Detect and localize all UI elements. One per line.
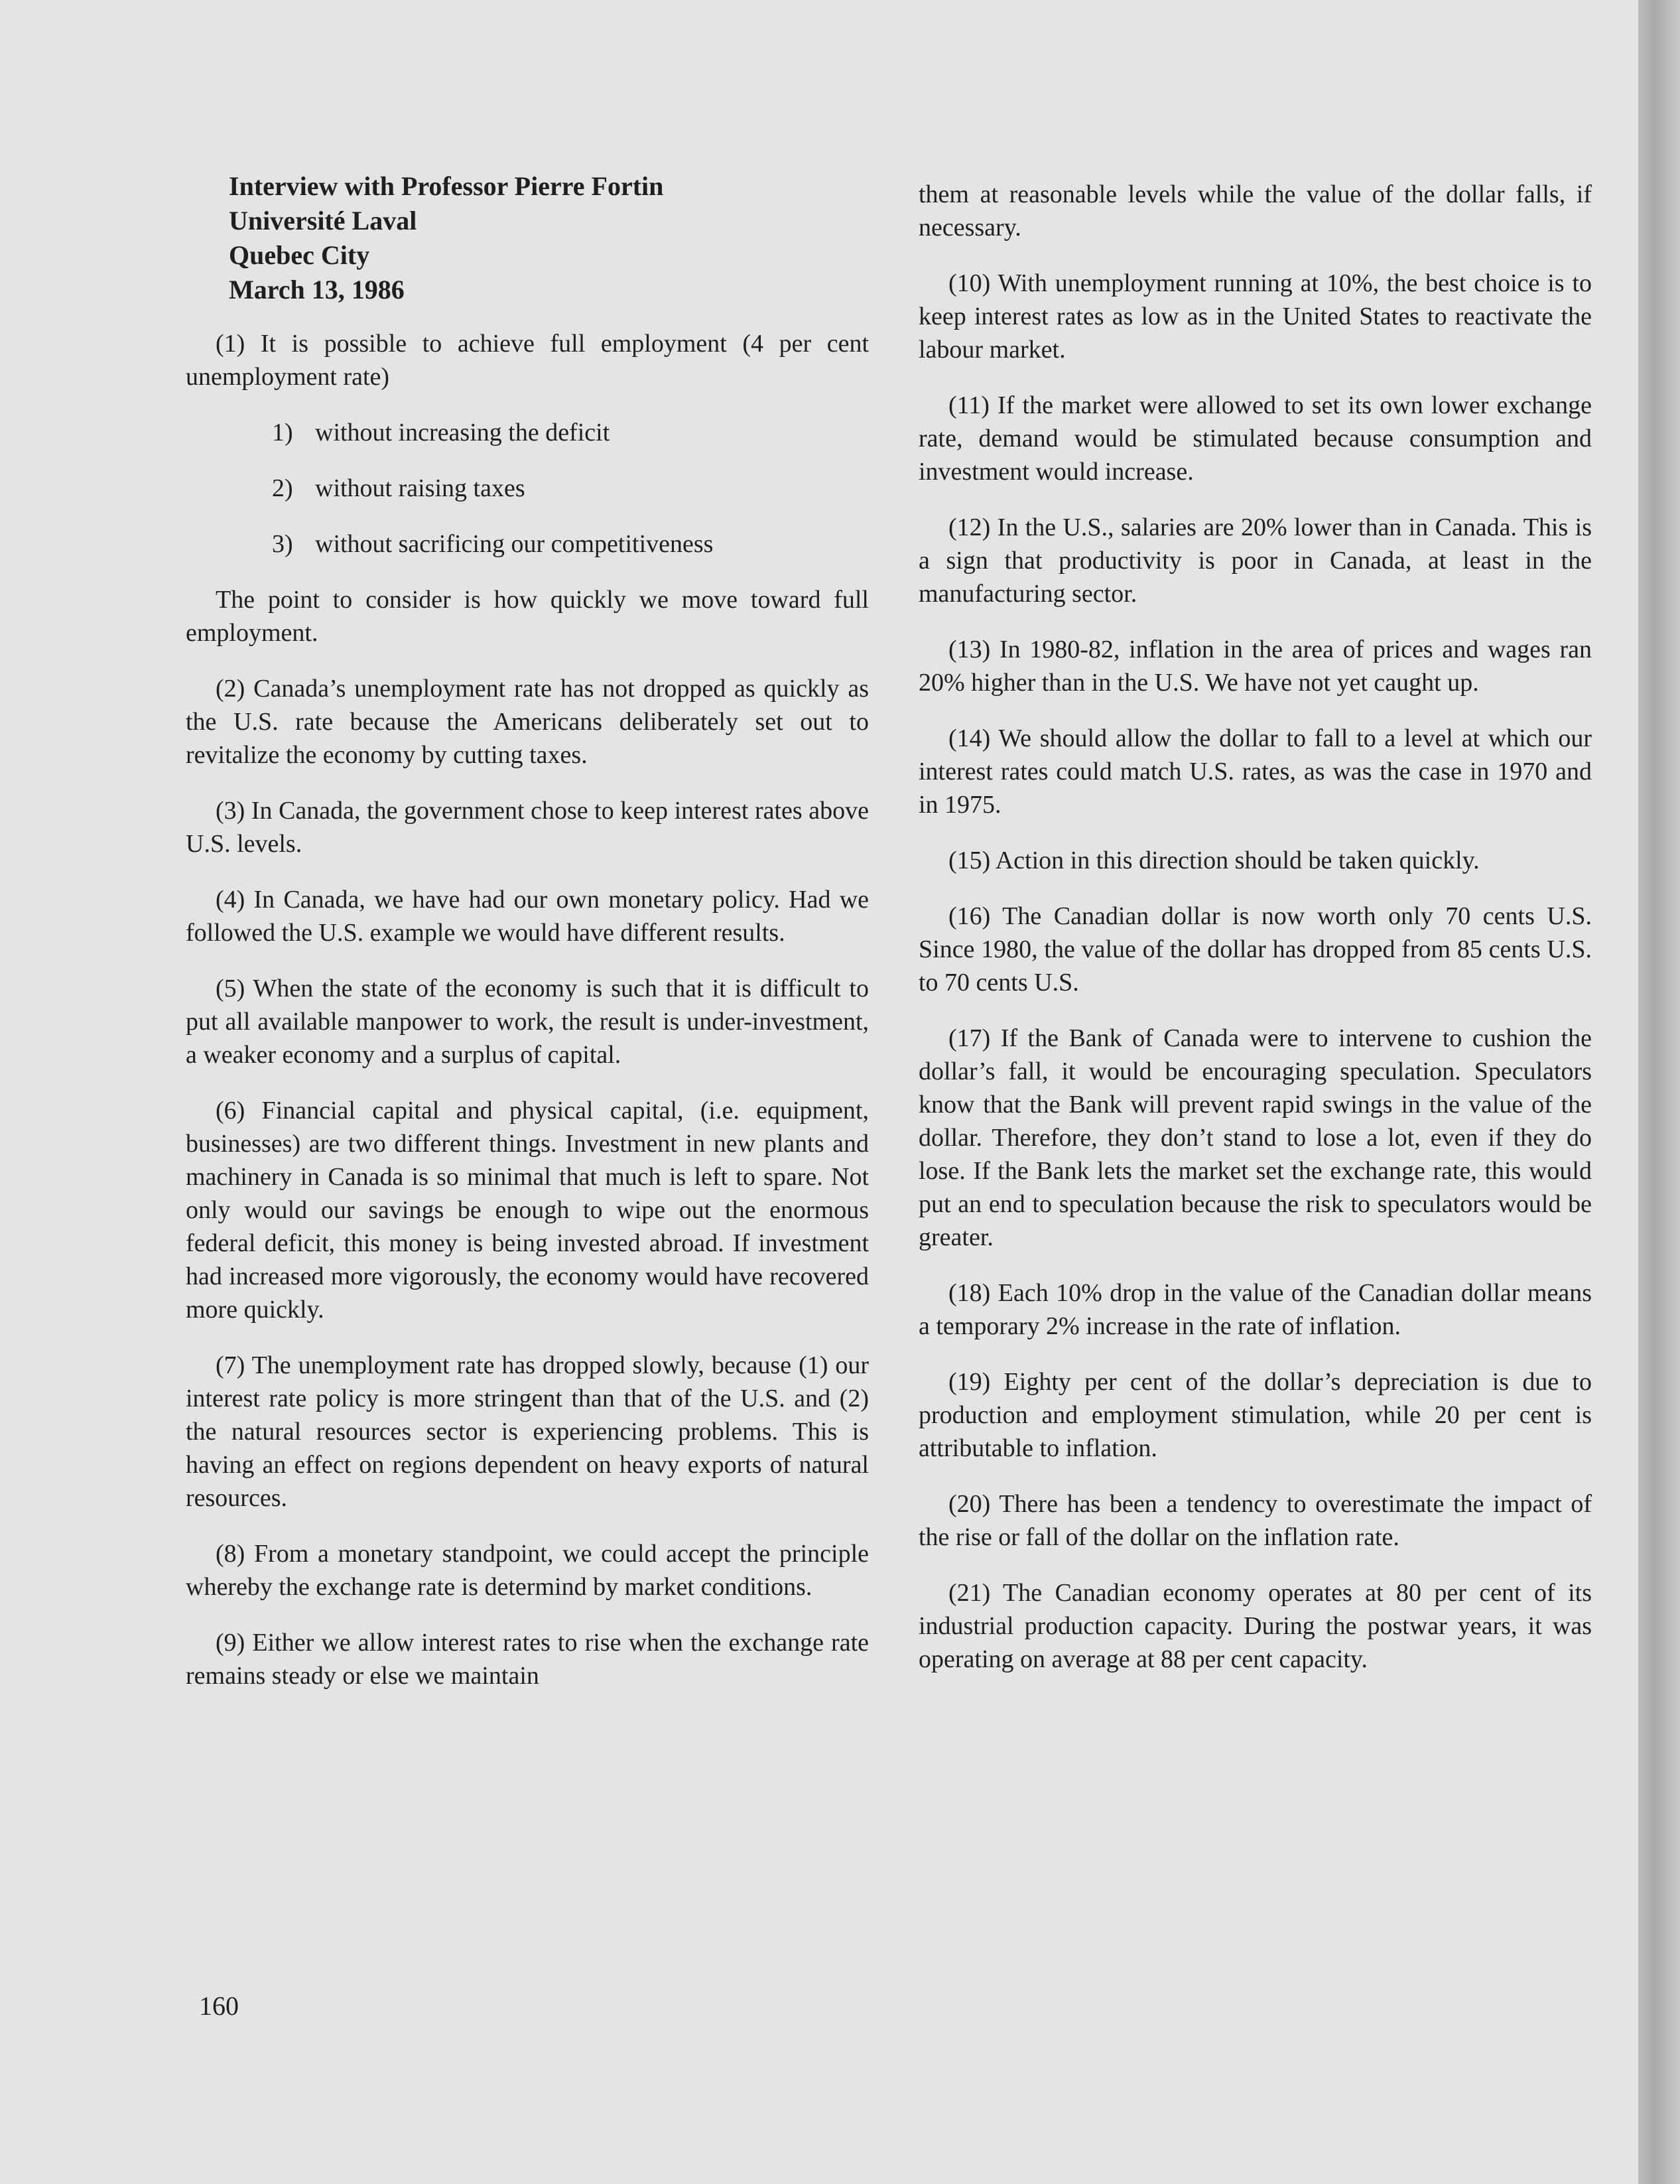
header-date: March 13, 1986: [229, 275, 405, 305]
paragraph-5: (5) When the state of the economy is such that it is difficult to put all available manpower to work, the result is under-investment, a weaker economy and a surplus of capital.: [186, 975, 869, 1069]
paragraph-1: (1) It is possible to achieve full employment (4 per cent unemployment rate): [186, 330, 869, 391]
list-number: 3): [272, 530, 293, 558]
paragraph-8: (8) From a monetary standpoint, we could accept the principle whereby the exchange rate is determind by market conditions.: [186, 1540, 869, 1601]
paragraph-12: (12) In the U.S., salaries are 20% lower than in Canada. This is a sign that productivity is poor in Canada, at least in the manufacturing sector.: [919, 513, 1592, 608]
header-title: Interview with Professor Pierre Fortin: [229, 171, 664, 201]
paragraph-14: (14) We should allow the dollar to fall to a level at which our interest rates could match U.S. rates, as was the case in 1970 and in 1975.: [919, 724, 1592, 819]
paragraph-9: (9) Either we allow interest rates to rise when the exchange rate remains steady or else we maintain: [186, 1629, 869, 1690]
paragraph-15: (15) Action in this direction should be taken quickly.: [948, 847, 1480, 874]
paragraph-16: (16) The Canadian dollar is now worth only 70 cents U.S. Since 1980, the value of the dollar has dropped from 85 cents U.S. to 70 cents U.S.: [919, 902, 1592, 996]
list-text: without increasing the deficit: [315, 419, 610, 446]
interview-header: [229, 169, 869, 307]
header-university: Université Laval: [229, 206, 417, 236]
paragraph-9-continued: them at reasonable levels while the value of the dollar falls, if necessary.: [919, 180, 1592, 241]
paragraph-4: (4) In Canada, we have had our own monetary policy. Had we followed the U.S. example we would have different results.: [186, 886, 869, 947]
right-column: [919, 178, 1592, 1698]
page-number: 160: [199, 1991, 239, 2021]
list-item: [186, 527, 869, 561]
paragraph-21: (21) The Canadian economy operates at 80 per cent of its industrial production capacity. During the postwar years, it was operating on average at 88 per cent capacity.: [919, 1579, 1592, 1673]
list-number: 1): [272, 419, 293, 446]
paragraph-17: (17) If the Bank of Canada were to intervene to cushion the dollar’s fall, it would be encouraging speculation. Speculators know that the Bank will prevent rapid swings in the value of the dollar. Therefore, they don’t stand to lose a lot, even if they do lose. If the Bank lets the market set the exchange rate, this would put an end to speculation because the risk to speculators would be greater.: [919, 1024, 1592, 1251]
paragraph-13: (13) In 1980-82, inflation in the area of prices and wages ran 20% higher than in the U.S. We have not yet caught up.: [919, 636, 1592, 697]
paragraph-2: (2) Canada’s unemployment rate has not dropped as quickly as the U.S. rate because the Americans deliberately set out to revitalize the economy by cutting taxes.: [186, 675, 869, 769]
paragraph-20: (20) There has been a tendency to overestimate the impact of the rise or fall of the dollar on the inflation rate.: [919, 1490, 1592, 1551]
paragraph-6: (6) Financial capital and physical capital, (i.e. equipment, businesses) are two different things. Investment in new plants and machinery in Canada is so minimal that much is left to spare. Not only would our savings be enough to wipe out the enormous federal deficit, this money is being invested abroad. If investment had increased more vigorously, the economy would have recovered more quickly.: [186, 1097, 869, 1324]
paragraph-10: (10) With unemployment running at 10%, the best choice is to keep interest rates as low as in the United States to reactivate the labour market.: [919, 269, 1592, 364]
list-text: without sacrificing our competitiveness: [315, 530, 714, 558]
paragraph-11: (11) If the market were allowed to set its own lower exchange rate, demand would be stimulated because consumption and investment would increase.: [919, 391, 1592, 486]
list-item: [186, 416, 869, 449]
paragraph-3: (3) In Canada, the government chose to keep interest rates above U.S. levels.: [186, 797, 869, 858]
list-item: [186, 472, 869, 505]
list-text: without raising taxes: [315, 474, 525, 502]
left-column: [186, 169, 869, 1715]
header-city: Quebec City: [229, 240, 370, 270]
paragraph-19: (19) Eighty per cent of the dollar’s depreciation is due to production and employment stimulation, while 20 per cent is attributable to inflation.: [919, 1368, 1592, 1462]
page-edge: [1638, 0, 1680, 2184]
paragraph-1-continued: The point to consider is how quickly we move toward full employment.: [186, 586, 869, 647]
paragraph-7: (7) The unemployment rate has dropped slowly, because (1) our interest rate policy is more stringent than that of the U.S. and (2) the natural resources sector is experiencing problems. This is having an effect on regions dependent on heavy exports of natural resources.: [186, 1351, 869, 1512]
paragraph-18: (18) Each 10% drop in the value of the Canadian dollar means a temporary 2% increase in the rate of inflation.: [919, 1279, 1592, 1340]
list-number: 2): [272, 474, 293, 502]
